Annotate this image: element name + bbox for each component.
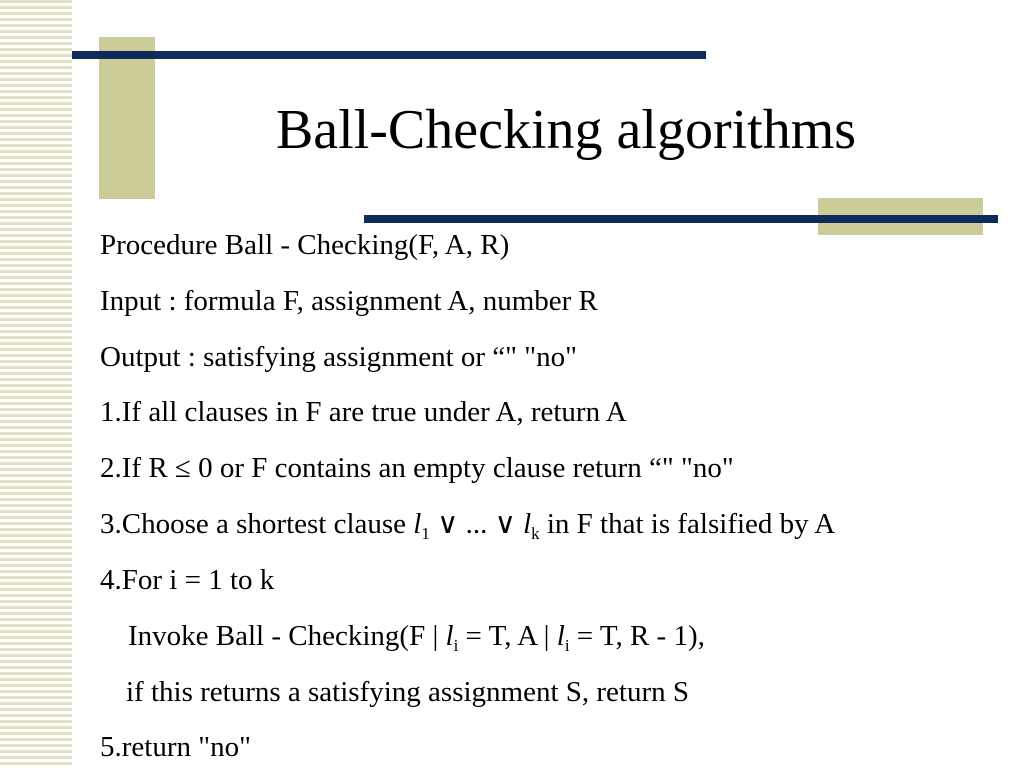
step-5-line: 5.return "no" [100,731,251,763]
literal-l-i-second: l [556,620,565,652]
step-3-line [100,506,835,542]
invoke-middle: = T, A | [458,620,557,652]
step-3-suffix: in F that is falsified by A [539,508,836,540]
decorative-rule-middle [364,215,998,223]
invoke-prefix: Invoke Ball - Checking(F | [128,620,446,652]
step-4-line: 4.For i = 1 to k [100,564,275,596]
invoke-suffix: = T, R - 1), [569,620,705,652]
subscript-k: k [531,524,540,543]
if-returns-line: if this returns a satisfying assignment S, return S [126,676,690,708]
subscript-i-second: i [564,636,570,655]
subscript-i-first: i [453,636,459,655]
decorative-block-top [99,37,155,199]
step-1-line: 1.If all clauses in F are true under A, return A [100,396,627,428]
literal-l-k: l [523,508,532,540]
procedure-line: Procedure Ball - Checking(F, A, R) [100,229,510,261]
step-2-line: 2.If R ≤ 0 or F contains an empty clause return “" "no" [100,452,734,484]
invoke-line [128,618,705,654]
decorative-stripe-band [0,0,72,768]
disjunction-ellipsis: ∨ ... ∨ [429,508,524,540]
step-3-prefix: 3.Choose a shortest clause [100,508,414,540]
output-line: Output : satisfying assignment or “" "no" [100,341,577,373]
subscript-1: 1 [421,524,430,543]
slide-title: Ball-Checking algorithms [275,99,857,161]
decorative-rule-top [72,51,706,59]
input-line: Input : formula F, assignment A, number R [100,285,598,317]
literal-l: l [413,508,422,540]
literal-l-i-first: l [445,620,454,652]
